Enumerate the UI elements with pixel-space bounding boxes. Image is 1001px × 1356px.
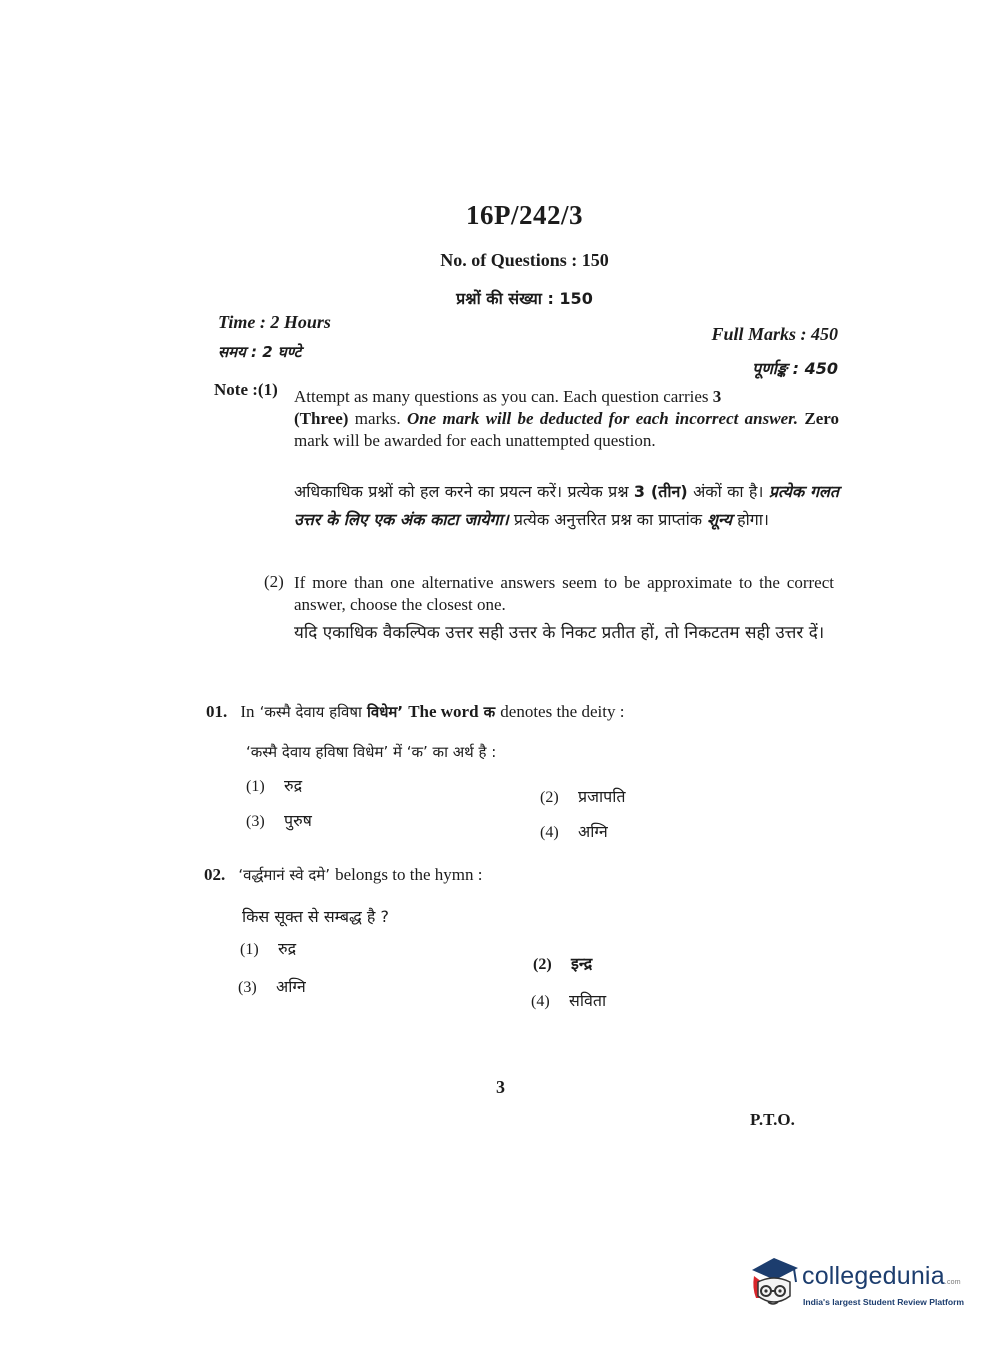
pto-label: P.T.O.: [750, 1110, 795, 1129]
note-label-text: Note :: [214, 380, 258, 399]
option-text: पुरुष: [284, 811, 312, 830]
logo-name: [802, 1262, 961, 1291]
full-marks: Full Marks : 450: [711, 324, 838, 344]
option-number: (3): [246, 813, 265, 830]
option-text: इन्द्र: [571, 954, 593, 973]
note-1-deduction: One mark will be deducted for each incorrect answer.: [406, 409, 799, 428]
number-of-questions-hindi: प्रश्नों की संख्या : 150: [456, 289, 593, 308]
option-number: (2): [533, 956, 552, 973]
note-2-english: If more than one alternative answers seem to be approximate to the correct answer, choose the closest one.: [294, 573, 834, 614]
option-number: (1): [240, 941, 259, 958]
option-text: रुद्र: [278, 939, 297, 958]
full-marks-hindi: पूर्णाङ्क : 450: [752, 359, 838, 378]
option-text: प्रजापति: [578, 787, 626, 806]
option-number: (3): [238, 979, 257, 996]
option-number: (2): [540, 789, 559, 806]
question-text-prefix: In: [240, 702, 255, 721]
note-1-hi-deduction: प्रत्येक गलत उत्तर के लिए एक अंक काटा जायेगा।: [294, 482, 839, 529]
question-text-mid: The word: [408, 702, 479, 721]
note-2-hindi: यदि एकाधिक वैकल्पिक उत्तर सही उत्तर के निकट प्रतीत हों, तो निकटतम सही उत्तर दें।: [294, 623, 825, 643]
note-1-part1: Attempt as many questions as you can. Each question carries: [294, 387, 709, 406]
option-1[interactable]: [240, 937, 296, 959]
question-number: 02.: [204, 865, 226, 884]
logo-tagline: India's largest Student Review Platform: [803, 1297, 965, 1307]
option-text: अग्नि: [578, 822, 608, 841]
note-1-part2: marks.: [354, 409, 401, 428]
option-1[interactable]: [246, 774, 302, 796]
option-number: (4): [531, 993, 550, 1010]
option-2[interactable]: [533, 952, 592, 974]
note-1-three-num: 3: [712, 387, 722, 406]
question-number: 01.: [206, 702, 228, 721]
note-1-english: [294, 386, 839, 452]
note-1-hi-part3: प्रत्येक अनुत्तरित प्रश्न का प्राप्तांक: [513, 510, 703, 529]
option-text: रुद्र: [284, 776, 303, 795]
option-4[interactable]: [531, 989, 606, 1011]
question-02-hindi: किस सूक्त से सम्बद्ध है ?: [242, 907, 389, 926]
note-1-part3: mark will be awarded for each unattempted question.: [294, 431, 656, 450]
note-1-hi-part2: अंकों का है।: [693, 482, 764, 501]
option-text: सविता: [569, 991, 607, 1010]
option-number: (4): [540, 824, 559, 841]
mascot-icon: [744, 1252, 804, 1318]
question-text-suffix: belongs to the hymn :: [335, 865, 483, 884]
note-label: [214, 380, 278, 400]
question-quote: ‘वर्द्धमानं स्वे दमे’: [238, 866, 331, 884]
note-1-number: (1): [257, 380, 278, 399]
option-2[interactable]: [540, 785, 625, 807]
note-1-zero: Zero: [804, 409, 840, 428]
option-number: (1): [246, 778, 265, 795]
time-allowed-hindi: समय : 2 घण्टे: [218, 343, 302, 361]
note-1-three-word: (Three): [294, 409, 349, 428]
question-word-ka: क: [483, 703, 496, 721]
question-quote-bold: विधेम’: [366, 703, 404, 721]
question-01-hindi: ‘कस्मै देवाय हविषा विधेम’ में ‘क’ का अर्थ है :: [246, 743, 497, 761]
time-allowed: Time : 2 Hours: [218, 312, 331, 332]
note-1-hi-part1: अधिकाधिक प्रश्नों को हल करने का प्रयत्न करें। प्रत्येक प्रश्न: [294, 482, 629, 501]
option-text: अग्नि: [276, 977, 306, 996]
option-4[interactable]: [540, 820, 608, 842]
note-1-hi-three: 3 (तीन): [633, 482, 688, 501]
note-2-number: (2): [264, 572, 284, 591]
logo-com: .com: [944, 1279, 961, 1286]
note-1-hi-part4: होगा।: [737, 510, 769, 529]
question-01: [206, 702, 624, 722]
question-02: [204, 865, 482, 885]
question-quote: ‘कस्मै देवाय हविषा: [259, 703, 362, 721]
note-1-hi-zero: शून्य: [707, 510, 732, 529]
option-3[interactable]: [246, 809, 312, 831]
logo-name-text: collegedunia: [802, 1262, 945, 1290]
number-of-questions: No. of Questions : 150: [440, 250, 609, 270]
note-1-hindi: [294, 478, 839, 534]
page-number: 3: [496, 1077, 505, 1097]
paper-code: 16P/242/3: [466, 200, 583, 230]
option-3[interactable]: [238, 975, 306, 997]
question-text-suffix: denotes the deity :: [500, 702, 625, 721]
